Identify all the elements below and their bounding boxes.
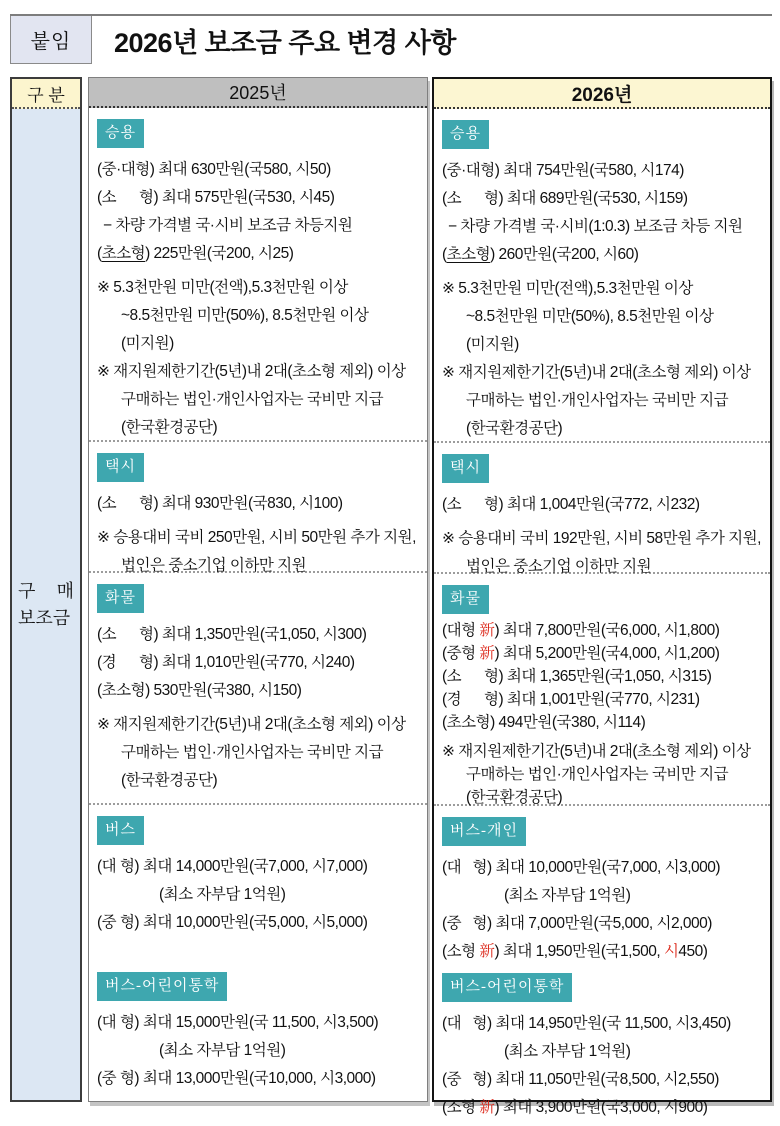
category-column-body [12, 109, 80, 1100]
badge-row [97, 816, 419, 845]
text-line: (중 형) 최대 13,000만원(국10,000, 시3,000) [97, 1070, 376, 1087]
new-marker: 新 [479, 622, 495, 639]
section-bus-2025 [89, 803, 427, 961]
section-taxi-2025 [89, 440, 427, 574]
section-cargo-2025 [89, 571, 427, 803]
text-line: (최소 자부담 1억원) [159, 1042, 286, 1059]
badge-row [442, 585, 762, 614]
row-header-line-1: 구 매 [18, 580, 74, 601]
text-line: (소 형) 최대 930만원(국830, 시100) [97, 495, 343, 512]
column-2026-body [434, 109, 770, 1116]
text-line: (초소형) 260만원(국200, 시60) [442, 246, 639, 263]
text-line: (중 형) 최대 11,050만원(국8,500, 시2,550) [442, 1071, 719, 1088]
text-line: ※ 승용대비 국비 192만원, 시비 58만원 추가 지원, 법인은 중소기업 이하만 지원 [442, 530, 765, 575]
new-marker: 시 [663, 943, 679, 960]
text-line: ※ 5.3천만원 미만(전액),5.3천만원 이상 ~8.5천만원 미만(50%), 8.5천만원 이상(미지원) [442, 280, 714, 353]
text-line: (대 형) 최대 10,000만원(국7,000, 시3,000) [442, 859, 721, 876]
text-line: (최소 자부담 1억원) [504, 1043, 631, 1060]
column-2026-header: 2026년 [434, 79, 770, 109]
column-2025-header: 2025년 [89, 78, 427, 108]
column-2025-body [89, 108, 427, 1103]
text-line: (소 형) 최대 1,350만원(국1,050, 시300) [97, 626, 367, 643]
text-line: ※ 재지원제한기간(5년)내 2대(초소형 제외) 이상 구매하는 법인·개인사업자는 국비만 지급(한국환경공단) [97, 716, 410, 789]
text-line: (중 형) 최대 10,000만원(국5,000, 시5,000) [97, 914, 368, 931]
badge-row [97, 584, 419, 613]
text-line: (중 형) 최대 7,000만원(국5,000, 시2,000) [442, 915, 712, 932]
text-line: (대형 新) 최대 7,800만원(국6,000, 시1,800) [442, 622, 720, 639]
text-line: ※ 재지원제한기간(5년)내 2대(초소형 제외) 이상 구매하는 법인·개인사업자는 국비만 지급(한국환경공단) [442, 364, 755, 437]
text-line: (경 형) 최대 1,001만원(국770, 시231) [442, 691, 700, 708]
text-line: (초소형) 494만원(국380, 시114) [442, 714, 646, 731]
badge-row [442, 817, 762, 846]
text-line: ※ 승용대비 국비 250만원, 시비 50만원 추가 지원, 법인은 중소기업 이하만 지원 [97, 529, 420, 574]
badge-row [97, 119, 419, 148]
comparison-table [10, 77, 780, 1116]
text-line: (경 형) 최대 1,010만원(국770, 시240) [97, 654, 355, 671]
badge-row [97, 453, 419, 482]
text-line: (소형 新) 최대 1,950만원(국1,500, 시450) [442, 943, 708, 960]
section-bus-school-2025 [89, 961, 427, 1103]
row-header-purchase-subsidy [18, 578, 74, 632]
column-2025 [88, 77, 428, 1102]
attachment-label: 붙임 [10, 16, 92, 64]
section-badge-taxi: 택시 [97, 453, 144, 482]
text-line: (중·대형) 최대 754만원(국580, 시174) [442, 162, 684, 179]
section-badge-bus: 버스-개인 [442, 817, 526, 846]
text-line: ※ 재지원제한기간(5년)내 2대(초소형 제외) 이상 구매하는 법인·개인사업자는 국비만 지급(한국환경공단) [442, 743, 755, 806]
section-badge-bus-school: 버스-어린이통학 [97, 972, 227, 1001]
badge-row [442, 973, 762, 1002]
section-passenger-2025 [89, 108, 427, 440]
section-badge-bus: 버스 [97, 816, 144, 845]
section-passenger-2026 [434, 109, 770, 441]
text-line: (초소형) 225만원(국200, 시25) [97, 245, 294, 262]
category-column [10, 77, 82, 1102]
text-line: (대 형) 최대 14,950만원(국 11,500, 시3,450) [442, 1015, 731, 1032]
text-line: (소 형) 최대 689만원(국530, 시159) [442, 190, 688, 207]
new-marker: 新 [479, 645, 495, 662]
text-line: (최소 자부담 1억원) [159, 886, 286, 903]
text-line: (소 형) 최대 1,365만원(국1,050, 시315) [442, 668, 712, 685]
badge-row [442, 454, 762, 483]
text-line: ※ 재지원제한기간(5년)내 2대(초소형 제외) 이상 구매하는 법인·개인사업자는 국비만 지급(한국환경공단) [97, 363, 410, 436]
new-marker: 新 [479, 943, 495, 960]
text-line: (소 형) 최대 1,004만원(국772, 시232) [442, 496, 700, 513]
section-taxi-2026 [434, 441, 770, 575]
document-header [10, 14, 772, 64]
text-line: (대 형) 최대 14,000만원(국7,000, 시7,000) [97, 858, 368, 875]
badge-row [97, 972, 419, 1001]
section-bus-2026 [434, 804, 770, 962]
text-line: (소형 新) 최대 3,900만원(국3,000, 시900) [442, 1099, 708, 1116]
section-badge-cargo: 화물 [442, 585, 489, 614]
section-bus-school-2026 [434, 962, 770, 1116]
badge-row [442, 120, 762, 149]
text-line: (대 형) 최대 15,000만원(국 11,500, 시3,500) [97, 1014, 379, 1031]
text-line: − 차량 가격별 국·시비 보조금 차등지원 [103, 217, 353, 234]
section-cargo-2026 [434, 572, 770, 804]
section-badge-bus-school: 버스-어린이통학 [442, 973, 572, 1002]
new-marker: 新 [479, 1099, 495, 1116]
section-badge-cargo: 화물 [97, 584, 144, 613]
text-line: (중·대형) 최대 630만원(국580, 시50) [97, 161, 331, 178]
text-line: (소 형) 최대 575만원(국530, 시45) [97, 189, 335, 206]
section-badge-passenger: 승용 [97, 119, 144, 148]
text-line: (초소형) 530만원(국380, 시150) [97, 682, 302, 699]
section-badge-passenger: 승용 [442, 120, 489, 149]
row-header-line-2: 보조금 [18, 607, 71, 628]
category-column-header: 구 분 [12, 79, 80, 109]
text-line: ※ 5.3천만원 미만(전액),5.3천만원 이상 ~8.5천만원 미만(50%), 8.5천만원 이상(미지원) [97, 279, 369, 352]
section-badge-taxi: 택시 [442, 454, 489, 483]
column-2026 [432, 77, 772, 1116]
text-line: (중형 新) 최대 5,200만원(국4,000, 시1,200) [442, 645, 720, 662]
text-line: − 차량 가격별 국·시비(1:0.3) 보조금 차등 지원 [448, 218, 743, 235]
page-title: 2026년 보조금 주요 변경 사항 [114, 27, 456, 58]
text-line: (최소 자부담 1억원) [504, 887, 631, 904]
